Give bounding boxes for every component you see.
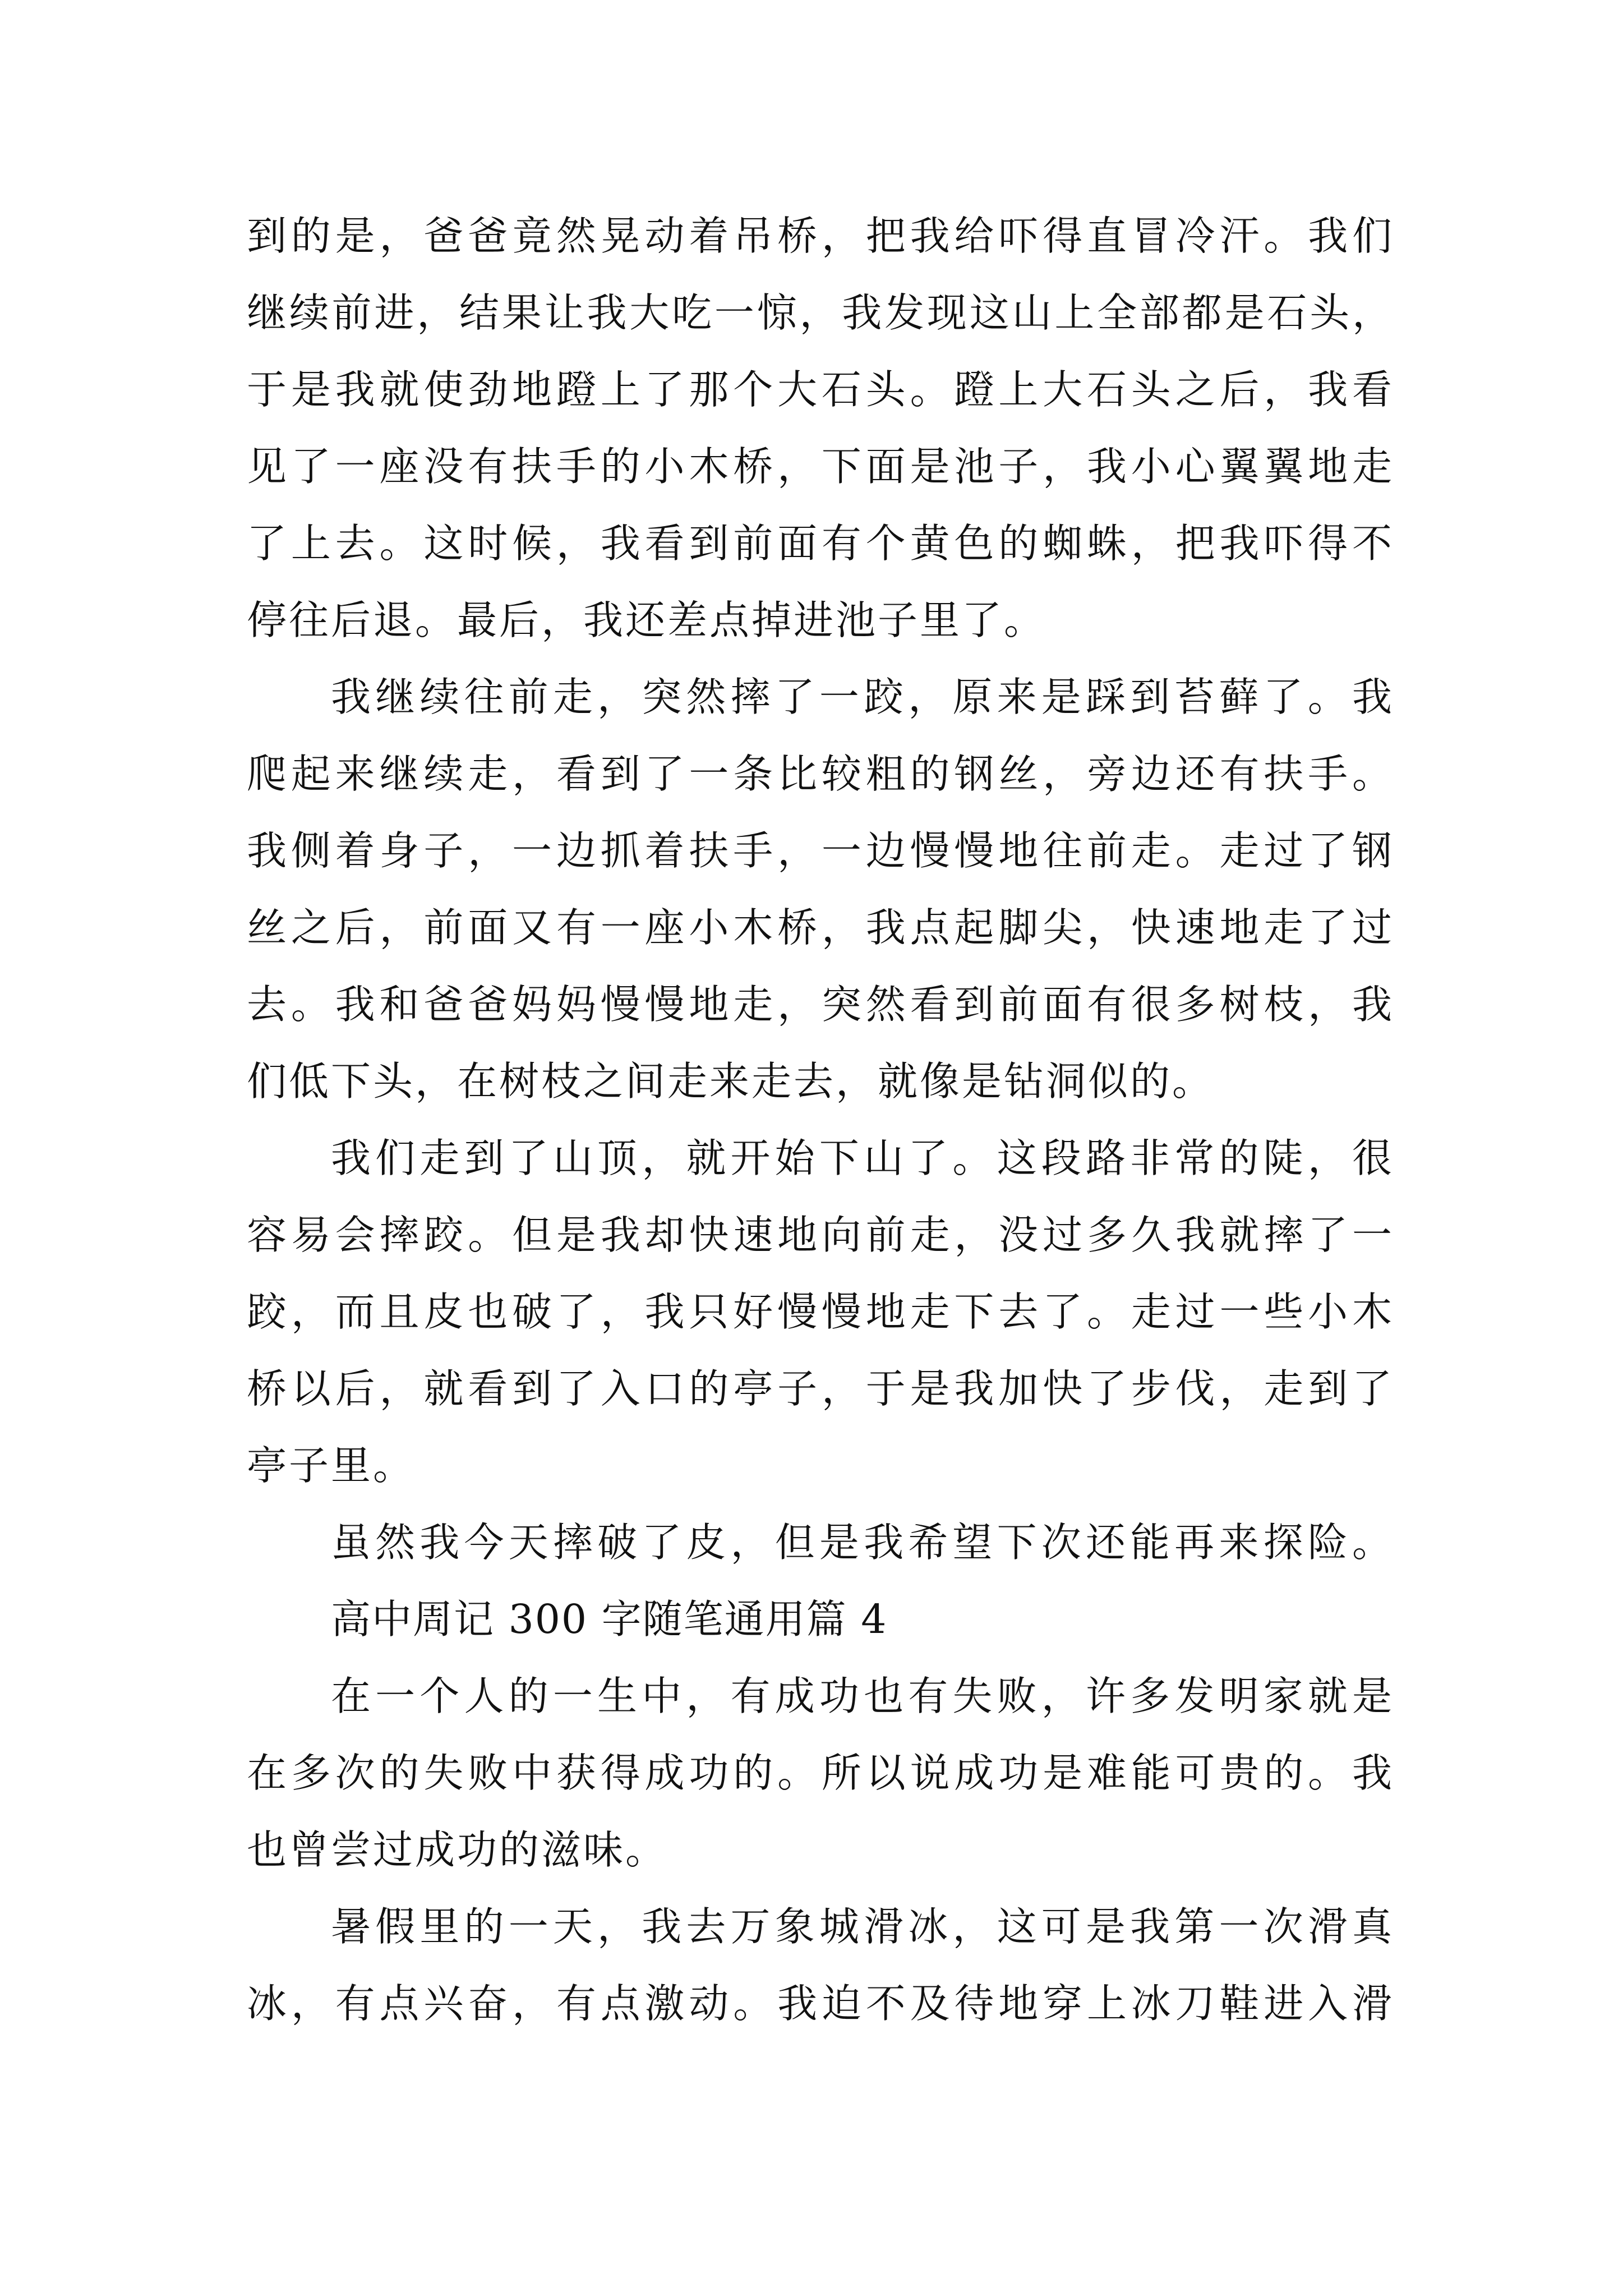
- text-line: 爬起来继续走，看到了一条比较粗的钢丝，旁边还有扶手。: [247, 751, 1394, 797]
- text-line: 在一个人的一生中，有成功也有失败，许多发明家就是: [331, 1673, 1394, 1719]
- text-line: 我们走到了山顶，就开始下山了。这段路非常的陡，很: [331, 1135, 1394, 1181]
- text-line: 停往后退。最后，我还差点掉进池子里了。: [247, 597, 1046, 643]
- text-line: 们低下头，在树枝之间走来走去，就像是钻洞似的。: [247, 1058, 1215, 1105]
- text-line: 丝之后，前面又有一座小木桥，我点起脚尖，快速地走了过: [247, 904, 1394, 951]
- text-line: 见了一座没有扶手的小木桥，下面是池子，我小心翼翼地走: [247, 443, 1394, 490]
- text-line: 桥以后，就看到了入口的亭子，于是我加快了步伐，走到了: [247, 1365, 1394, 1412]
- text-line: 了上去。这时候，我看到前面有个黄色的蜘蛛，把我吓得不: [247, 520, 1394, 567]
- text-line: 虽然我今天摔破了皮，但是我希望下次还能再来探险。: [331, 1519, 1394, 1566]
- text-line: 在多次的失败中获得成功的。所以说成功是难能可贵的。我: [247, 1750, 1394, 1796]
- text-line: 我继续往前走，突然摔了一跤，原来是踩到苔藓了。我: [331, 674, 1394, 720]
- text-line: 跤，而且皮也破了，我只好慢慢地走下去了。走过一些小木: [247, 1289, 1394, 1335]
- text-line: 我侧着身子，一边抓着扶手，一边慢慢地往前走。走过了钢: [247, 827, 1394, 874]
- text-line: 暑假里的一天，我去万象城滑冰，这可是我第一次滑真: [331, 1903, 1394, 1950]
- text-line: 去。我和爸爸妈妈慢慢地走，突然看到前面有很多树枝，我: [247, 981, 1394, 1028]
- text-line: 继续前进，结果让我大吃一惊，我发现这山上全部都是石头，: [247, 289, 1394, 336]
- text-line: 亭子里。: [247, 1442, 416, 1489]
- text-line: 到的是，爸爸竟然晃动着吊桥，把我给吓得直冒冷汗。我们: [247, 213, 1394, 259]
- document-body: [247, 197, 1394, 2042]
- text-line: 冰，有点兴奋，有点激动。我迫不及待地穿上冰刀鞋进入滑: [247, 1980, 1394, 2027]
- section-heading: 高中周记 300 字随笔通用篇 4: [331, 1596, 888, 1642]
- text-line: 于是我就使劲地蹬上了那个大石头。蹬上大石头之后，我看: [247, 366, 1394, 413]
- text-line: 也曾尝过成功的滋味。: [247, 1826, 668, 1873]
- text-line: 容易会摔跤。但是我却快速地向前走，没过多久我就摔了一: [247, 1212, 1394, 1258]
